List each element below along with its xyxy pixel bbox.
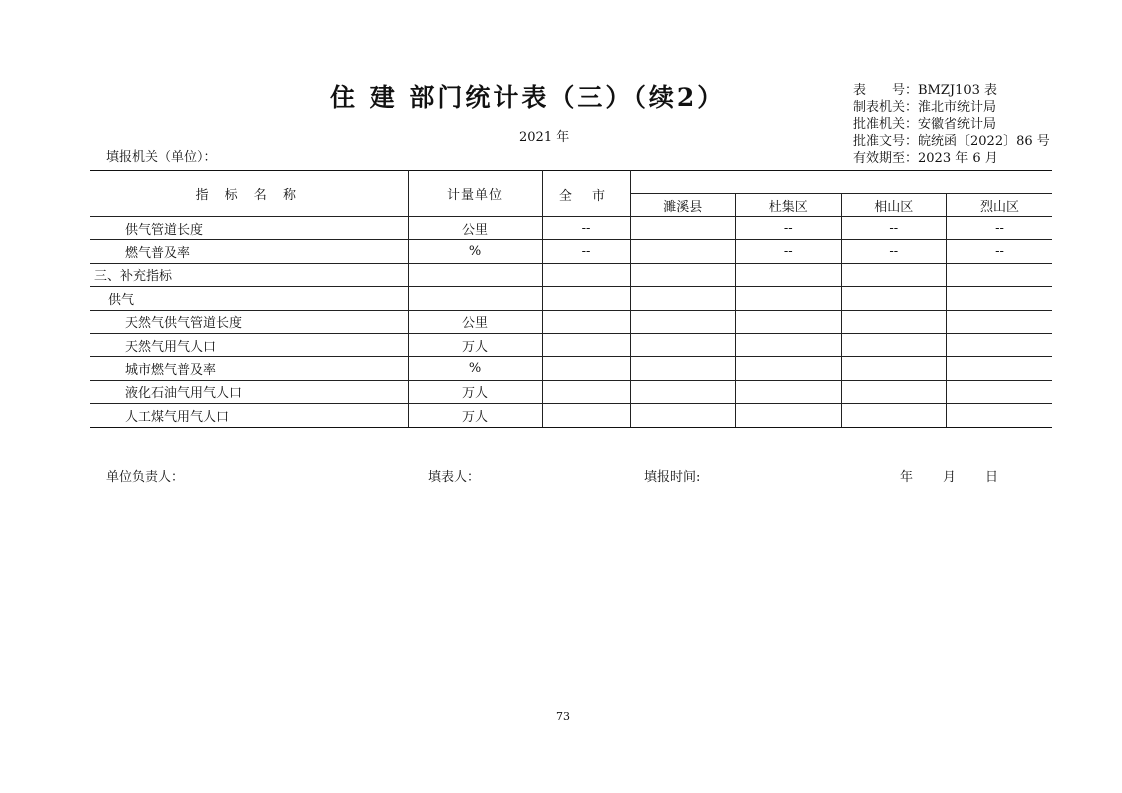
row-lieshan-value <box>947 287 1053 310</box>
approving-authority: 批准机关：安徽省统计局 <box>853 117 997 132</box>
row-indicator-name: 液化石油气用气人口 <box>90 380 408 403</box>
header-district-lieshan: 烈山区 <box>947 194 1053 217</box>
row-unit <box>408 263 542 286</box>
page-title: 住 建 部门统计表（三）（续2） <box>330 83 726 112</box>
row-duji-value <box>736 287 842 310</box>
report-year: 2021 年 <box>519 130 570 145</box>
table-row <box>90 310 1052 333</box>
row-xiangshan-value <box>841 287 947 310</box>
row-lieshan-value <box>947 404 1053 427</box>
header-city: 全 市 <box>542 171 630 217</box>
table-row <box>90 217 1052 240</box>
form-metadata <box>853 82 1050 167</box>
row-city-value <box>542 263 630 286</box>
row-unit: 公里 <box>408 217 542 240</box>
row-lieshan-value <box>947 333 1053 356</box>
row-city-value <box>542 287 630 310</box>
row-unit: 公里 <box>408 310 542 333</box>
row-city-value <box>542 404 630 427</box>
row-xiangshan-value <box>841 404 947 427</box>
row-suixi-value <box>630 287 736 310</box>
form-number: 表 号：BMZJ103 表 <box>853 83 998 98</box>
row-city-value <box>542 380 630 403</box>
row-suixi-value <box>630 263 736 286</box>
row-unit: % <box>408 357 542 380</box>
row-lieshan-value <box>947 380 1053 403</box>
row-duji-value <box>736 333 842 356</box>
row-city-value: -- <box>542 217 630 240</box>
header-indicator: 指 标 名 称 <box>90 171 408 217</box>
row-unit: 万人 <box>408 404 542 427</box>
row-indicator-name: 供气 <box>90 287 408 310</box>
row-indicator-name: 燃气普及率 <box>90 240 408 263</box>
row-xiangshan-value <box>841 310 947 333</box>
row-indicator-name: 人工煤气用气人口 <box>90 404 408 427</box>
row-duji-value <box>736 380 842 403</box>
row-unit: 万人 <box>408 380 542 403</box>
date-year-label: 年 <box>900 470 914 485</box>
row-indicator-name: 三、补充指标 <box>90 263 408 286</box>
row-suixi-value <box>630 240 736 263</box>
date-day-label: 日 <box>985 470 999 485</box>
row-city-value: -- <box>542 240 630 263</box>
row-lieshan-value: -- <box>947 217 1053 240</box>
row-xiangshan-value <box>841 263 947 286</box>
row-duji-value: -- <box>736 217 842 240</box>
row-city-value <box>542 357 630 380</box>
row-suixi-value <box>630 310 736 333</box>
row-duji-value <box>736 310 842 333</box>
row-lieshan-value <box>947 357 1053 380</box>
header-district-xiangshan: 相山区 <box>841 194 947 217</box>
filling-unit-label: 填报机关（单位）： <box>106 150 217 165</box>
row-xiangshan-value <box>841 357 947 380</box>
row-suixi-value <box>630 404 736 427</box>
header-district-suixi: 濉溪县 <box>630 194 736 217</box>
row-unit: % <box>408 240 542 263</box>
statistics-table <box>90 170 1052 428</box>
row-indicator-name: 城市燃气普及率 <box>90 357 408 380</box>
row-xiangshan-value <box>841 333 947 356</box>
row-indicator-name: 天然气用气人口 <box>90 333 408 356</box>
header-unit: 计量单位 <box>408 171 542 217</box>
table-row <box>90 357 1052 380</box>
row-lieshan-value: -- <box>947 240 1053 263</box>
fill-time-label: 填报时间: <box>644 470 701 485</box>
table-row <box>90 240 1052 263</box>
row-suixi-value <box>630 380 736 403</box>
row-indicator-name: 天然气供气管道长度 <box>90 310 408 333</box>
row-suixi-value <box>630 333 736 356</box>
row-lieshan-value <box>947 263 1053 286</box>
row-duji-value <box>736 404 842 427</box>
row-xiangshan-value: -- <box>841 217 947 240</box>
table-row <box>90 380 1052 403</box>
row-city-value <box>542 310 630 333</box>
row-duji-value <box>736 357 842 380</box>
row-xiangshan-value: -- <box>841 240 947 263</box>
page-number: 73 <box>556 710 570 723</box>
row-suixi-value <box>630 357 736 380</box>
unit-leader-label: 单位负责人： <box>106 470 185 485</box>
valid-until: 有效期至：2023 年 6 月 <box>853 151 998 166</box>
row-duji-value: -- <box>736 240 842 263</box>
row-lieshan-value <box>947 310 1053 333</box>
table-row <box>90 263 1052 286</box>
date-month-label: 月 <box>943 470 957 485</box>
row-unit <box>408 287 542 310</box>
table-row <box>90 287 1052 310</box>
header-district-group <box>630 171 1052 194</box>
row-unit: 万人 <box>408 333 542 356</box>
table-row <box>90 333 1052 356</box>
table-row <box>90 404 1052 427</box>
form-filler-label: 填表人： <box>428 470 481 485</box>
approval-document: 批准文号：皖统函〔2022〕86 号 <box>853 134 1050 149</box>
row-duji-value <box>736 263 842 286</box>
row-indicator-name: 供气管道长度 <box>90 217 408 240</box>
header-district-duji: 杜集区 <box>736 194 842 217</box>
row-suixi-value <box>630 217 736 240</box>
row-xiangshan-value <box>841 380 947 403</box>
row-city-value <box>542 333 630 356</box>
issuing-authority: 制表机关：淮北市统计局 <box>853 100 997 115</box>
